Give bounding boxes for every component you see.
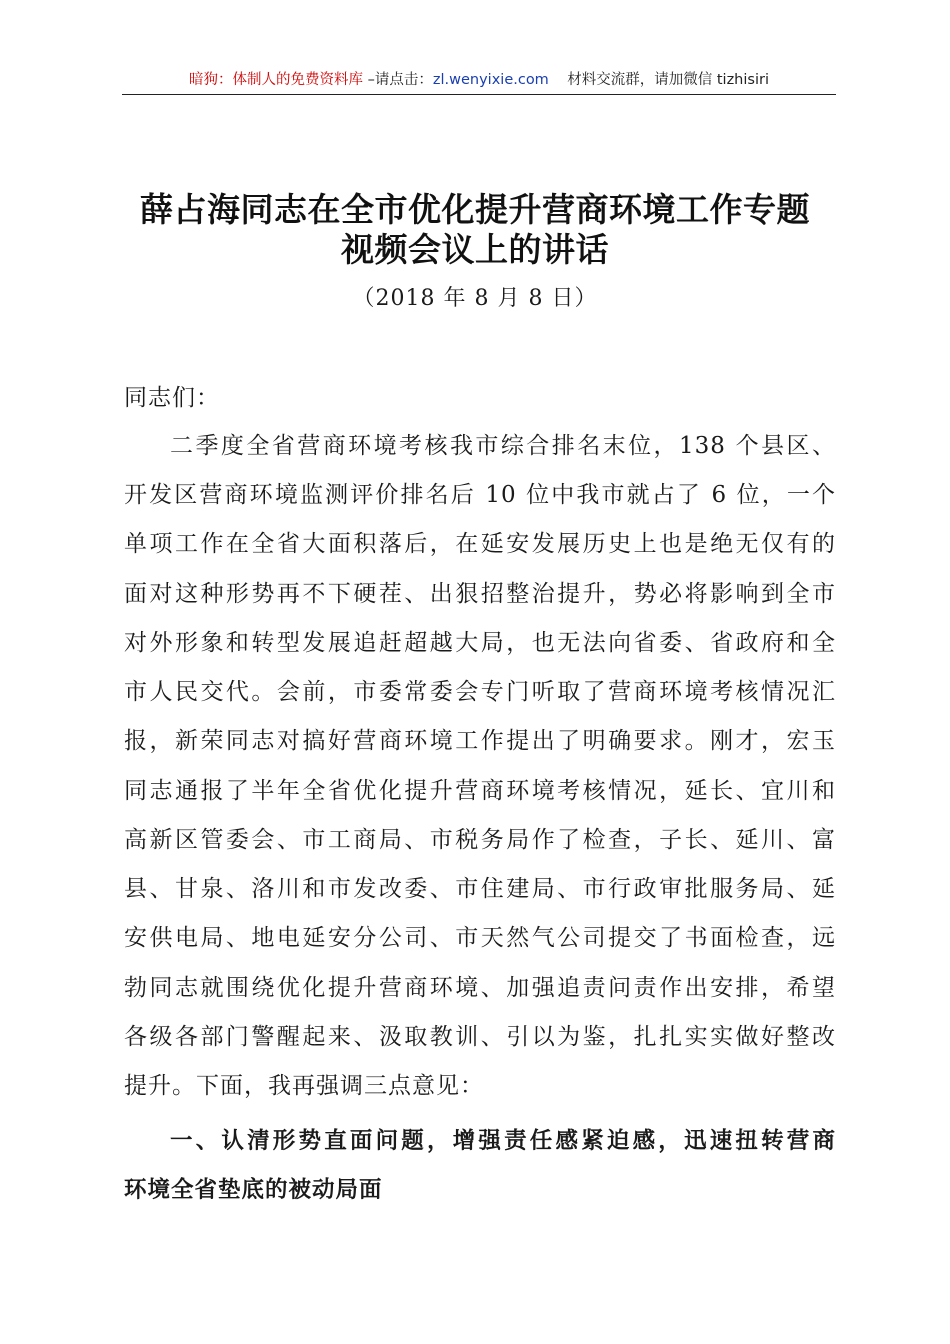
header-url-link[interactable]: zl.wenyixie.com <box>432 72 549 88</box>
header-divider <box>122 94 836 95</box>
document-title-line-1: 薛占海同志在全市优化提升营商环境工作专题 <box>140 190 810 229</box>
body-line: 市人民交代。会前，市委常委会专门听取了营商环境考核情况汇 <box>124 679 836 705</box>
body-line: 县、甘泉、洛川和市发改委、市住建局、市行政审批服务局、延 <box>124 876 836 902</box>
body-line: 开发区营商环境监测评价排名后 10 位中我市就占了 6 位，一个 <box>124 482 836 508</box>
body-line: 各级各部门警醒起来、汲取教训、引以为鉴，扎扎实实做好整改 <box>124 1024 836 1050</box>
body-line: 提升。下面，我再强调三点意见： <box>124 1073 484 1099</box>
section-heading-line-1: 一、认清形势直面问题，增强责任感紧迫感，迅速扭转营商 <box>170 1128 836 1154</box>
body-line: 勃同志就围绕优化提升营商环境、加强追责问责作出安排，希望 <box>124 975 836 1001</box>
section-heading-line-2: 环境全省垫底的被动局面 <box>124 1177 383 1203</box>
salutation: 同志们： <box>124 385 220 411</box>
body-line: 面对这种形势再不下硬茬、出狠招整治提升，势必将影响到全市 <box>124 581 836 607</box>
header-brand: 暗狗：体制人的免费资料库 <box>189 72 364 88</box>
header-contact: 材料交流群，请加微信 tizhisiri <box>567 72 769 88</box>
header-prompt: –请点击： <box>363 72 433 88</box>
body-line: 报，新荣同志对搞好营商环境工作提出了明确要求。刚才，宏玉 <box>124 728 836 754</box>
body-line: 高新区管委会、市工商局、市税务局作了检查，子长、延川、富 <box>124 827 836 853</box>
body-line: 二季度全省营商环境考核我市综合排名末位，138 个县区、 <box>170 433 836 459</box>
page-header <box>122 66 836 94</box>
document-date: （2018 年 8 月 8 日） <box>352 286 598 311</box>
body-line: 对外形象和转型发展追赶超越大局，也无法向省委、省政府和全 <box>124 630 836 656</box>
body-line: 单项工作在全省大面积落后，在延安发展历史上也是绝无仅有的 <box>124 531 836 557</box>
document-title-line-2: 视频会议上的讲话 <box>341 230 609 269</box>
body-line: 安供电局、地电延安分公司、市天然气公司提交了书面检查，远 <box>124 925 836 951</box>
body-line: 同志通报了半年全省优化提升营商环境考核情况，延长、宜川和 <box>124 778 836 804</box>
